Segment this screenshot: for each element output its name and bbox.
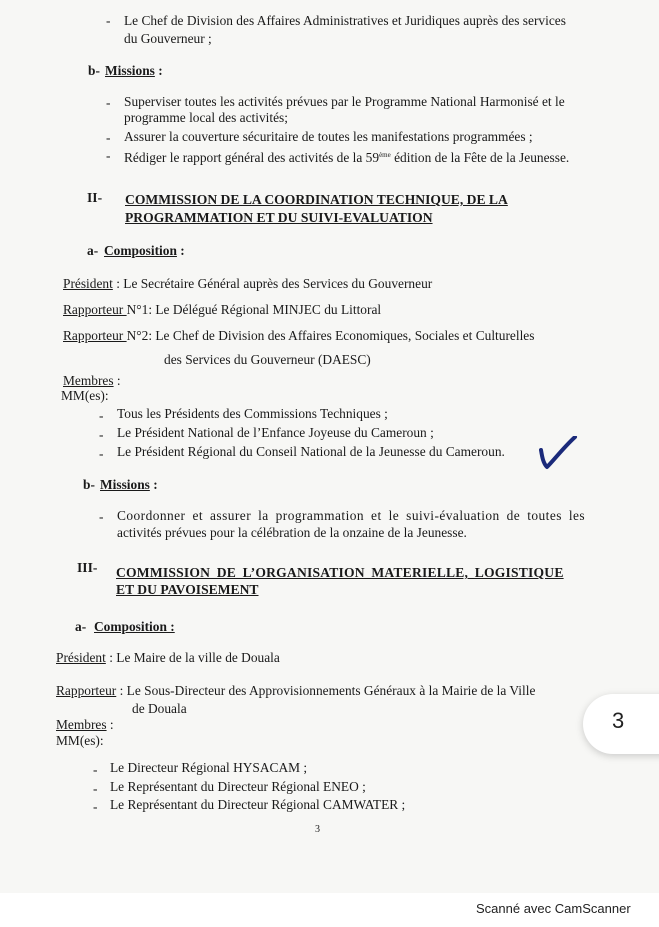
rapporteur-line-continued: de Douala bbox=[132, 701, 187, 716]
list-item-line: programme local des activités; bbox=[124, 110, 288, 125]
bullet-dash: - bbox=[106, 130, 111, 145]
camscanner-watermark: Scanné avec CamScanner bbox=[476, 901, 631, 916]
role-label: Rapporteur bbox=[63, 328, 127, 343]
section-title: PROGRAMMATION ET DU SUIVI-EVALUATION bbox=[125, 210, 433, 225]
role-text: N°2: Le Chef de Division des Affaires Economiques, Sociales et Culturelles bbox=[126, 328, 535, 343]
bullet-dash: - bbox=[99, 446, 104, 461]
member-item: Le Président Régional du Conseil National de la Jeunesse du Cameroun. bbox=[117, 444, 505, 459]
list-item-line: Le Chef de Division des Affaires Administratives et Juridiques auprès des services bbox=[124, 13, 566, 28]
role-label: Président bbox=[63, 276, 113, 291]
role-label: Rapporteur bbox=[63, 302, 127, 317]
section-title: COMMISSION DE LA COORDINATION TECHNIQUE, DE LA bbox=[125, 192, 508, 207]
membres-label: Membres bbox=[63, 373, 114, 388]
bullet-dash: - bbox=[99, 509, 104, 524]
page-indicator-number: 3 bbox=[612, 708, 625, 733]
membres-heading bbox=[63, 373, 121, 389]
missions-label: Missions bbox=[100, 477, 150, 492]
handwritten-check-mark-icon bbox=[538, 436, 578, 470]
section-title: COMMISSION DE L’ORGANISATION MATERIELLE, LOGISTIQUE bbox=[116, 565, 564, 580]
section-letter: b- bbox=[83, 477, 95, 492]
composition-heading: Composition : bbox=[94, 619, 175, 634]
missions-heading bbox=[105, 63, 163, 79]
mission-item-line: Coordonner et assurer la programmation et le suivi-évaluation de toutes les bbox=[117, 508, 586, 523]
president-line bbox=[63, 276, 432, 292]
member-item: Le Directeur Régional HYSACAM ; bbox=[110, 760, 308, 775]
rapporteur-line bbox=[56, 683, 535, 699]
role-label: Président bbox=[56, 650, 106, 665]
section-letter: a- bbox=[87, 243, 99, 258]
role-text: : Le Sous-Directeur des Approvisionnements Généraux à la Mairie de la Ville bbox=[116, 683, 536, 698]
section-letter: a- bbox=[75, 619, 87, 634]
bullet-dash: - bbox=[93, 781, 98, 796]
bullet-dash: - bbox=[106, 13, 111, 28]
superscript: ème bbox=[379, 151, 391, 159]
mission-item-line: activités prévues pour la célébration de la onzaine de la Jeunesse. bbox=[117, 525, 467, 540]
president-line bbox=[56, 650, 280, 666]
printed-page-number: 3 bbox=[315, 824, 320, 835]
mm-label: MM(es): bbox=[56, 733, 104, 748]
composition-colon: : bbox=[176, 243, 185, 258]
membres-label: Membres bbox=[56, 717, 107, 732]
text-segment: édition de la Fête de la Jeunesse. bbox=[390, 150, 570, 165]
list-item-line bbox=[124, 147, 569, 166]
list-item-line: Assurer la couverture sécuritaire de toutes les manifestations programmées ; bbox=[124, 129, 533, 144]
section-number: II- bbox=[87, 190, 103, 205]
composition-label: Composition bbox=[104, 243, 177, 258]
text-segment: Rédiger le rapport général des activités de la 59 bbox=[124, 150, 380, 165]
missions-label: Missions bbox=[105, 63, 155, 78]
mm-label: MM(es): bbox=[61, 388, 109, 403]
composition-heading bbox=[104, 243, 185, 259]
bullet-dash: - bbox=[93, 762, 98, 777]
bullet-dash: - bbox=[93, 799, 98, 814]
membres-colon: : bbox=[106, 717, 114, 732]
page-indicator-button[interactable] bbox=[583, 694, 659, 754]
rapporteur-line bbox=[63, 302, 381, 318]
role-text: : Le Secrétaire Général auprès des Services du Gouverneur bbox=[112, 276, 433, 291]
bullet-dash: - bbox=[106, 148, 111, 163]
member-item: Tous les Présidents des Commissions Techniques ; bbox=[117, 406, 388, 421]
member-item: Le Représentant du Directeur Régional ENEO ; bbox=[110, 779, 366, 794]
bullet-dash: - bbox=[99, 408, 104, 423]
rapporteur-line-continued: des Services du Gouverneur (DAESC) bbox=[164, 352, 371, 367]
section-number: III- bbox=[77, 560, 98, 575]
missions-colon: : bbox=[154, 63, 163, 78]
role-text: : Le Maire de la ville de Douala bbox=[105, 650, 280, 665]
missions-colon: : bbox=[149, 477, 158, 492]
section-title: ET DU PAVOISEMENT bbox=[116, 582, 259, 597]
bullet-dash: - bbox=[106, 95, 111, 110]
list-item-line: du Gouverneur ; bbox=[124, 31, 212, 46]
section-letter: b- bbox=[88, 63, 100, 78]
membres-heading bbox=[56, 717, 114, 733]
missions-heading bbox=[100, 477, 158, 493]
membres-colon: : bbox=[113, 373, 121, 388]
role-label: Rapporteur bbox=[56, 683, 117, 698]
bullet-dash: - bbox=[99, 427, 104, 442]
member-item: Le Représentant du Directeur Régional CAMWATER ; bbox=[110, 797, 406, 812]
list-item-line: Superviser toutes les activités prévues par le Programme National Harmonisé et le bbox=[124, 94, 565, 109]
role-text: N°1: Le Délégué Régional MINJEC du Littoral bbox=[126, 302, 382, 317]
member-item: Le Président National de l’Enfance Joyeuse du Cameroun ; bbox=[117, 425, 434, 440]
rapporteur-line bbox=[63, 328, 534, 344]
